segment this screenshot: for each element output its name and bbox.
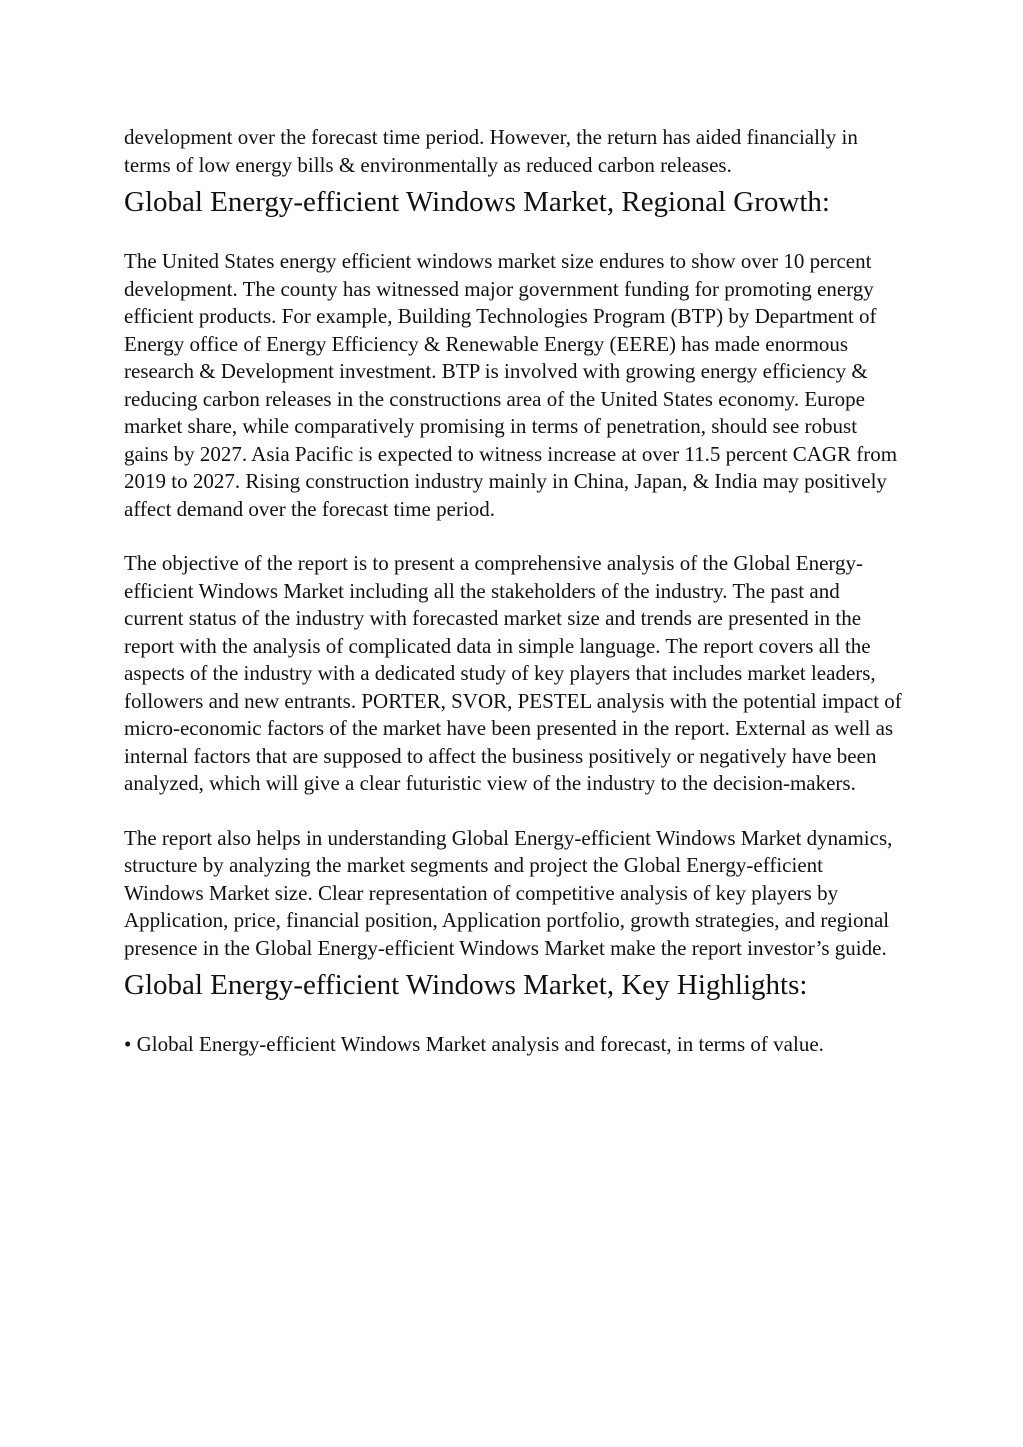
paragraph-dynamics: The report also helps in understanding Global Energy-efficient Windows Market dynamics, structure by analyzing the market segments and project the Global Energy-efficient Windows Market size. Clear representation of competitive analysis of key players by Application, price, financial position, Application portfolio, growth strategies, and regional presence in the Global Energy-efficient Windows Market make the report investor’s guide. bbox=[124, 825, 893, 960]
bullet-item: • Global Energy-efficient Windows Market analysis and forecast, in terms of value. bbox=[124, 1032, 824, 1056]
document-page bbox=[124, 124, 904, 1059]
heading-regional-growth: Global Energy-efficient Windows Market, Regional Growth: bbox=[124, 186, 830, 218]
paragraph-regional: The United States energy efficient windows market size endures to show over 10 percent development. The county has witnessed major government funding for promoting energy efficient products. For example, Building Technologies Program (BTP) by Department of Energy office of Energy Efficiency & Renewable Energy (EERE) has made enormous research & Development investment. BTP is involved with growing energy efficiency & reducing carbon releases in the constructions area of the United States economy. Europe market share, while comparatively promising in terms of penetration, should see robust gains by 2027. Asia Pacific is expected to witness increase at over 11.5 percent CAGR from 2019 to 2027. Rising construction industry mainly in China, Japan, & India may positively affect demand over the forecast time period. bbox=[124, 249, 898, 521]
intro-paragraph: development over the forecast time period. However, the return has aided financially in terms of low energy bills & environmentally as reduced carbon releases. bbox=[124, 125, 858, 177]
heading-key-highlights: Global Energy-efficient Windows Market, Key Highlights: bbox=[124, 969, 808, 1001]
paragraph-objective: The objective of the report is to present a comprehensive analysis of the Global Energy-efficient Windows Market including all the stakeholders of the industry. The past and current status of the industry with forecasted market size and trends are presented in the report with the analysis of complicated data in simple language. The report covers all the aspects of the industry with a dedicated study of key players that includes market leaders, followers and new entrants. PORTER, SVOR, PESTEL analysis with the potential impact of micro-economic factors of the market have been presented in the report. External as well as internal factors that are supposed to affect the business positively or negatively have been analyzed, which will give a clear futuristic view of the industry to the decision-makers. bbox=[124, 551, 902, 795]
